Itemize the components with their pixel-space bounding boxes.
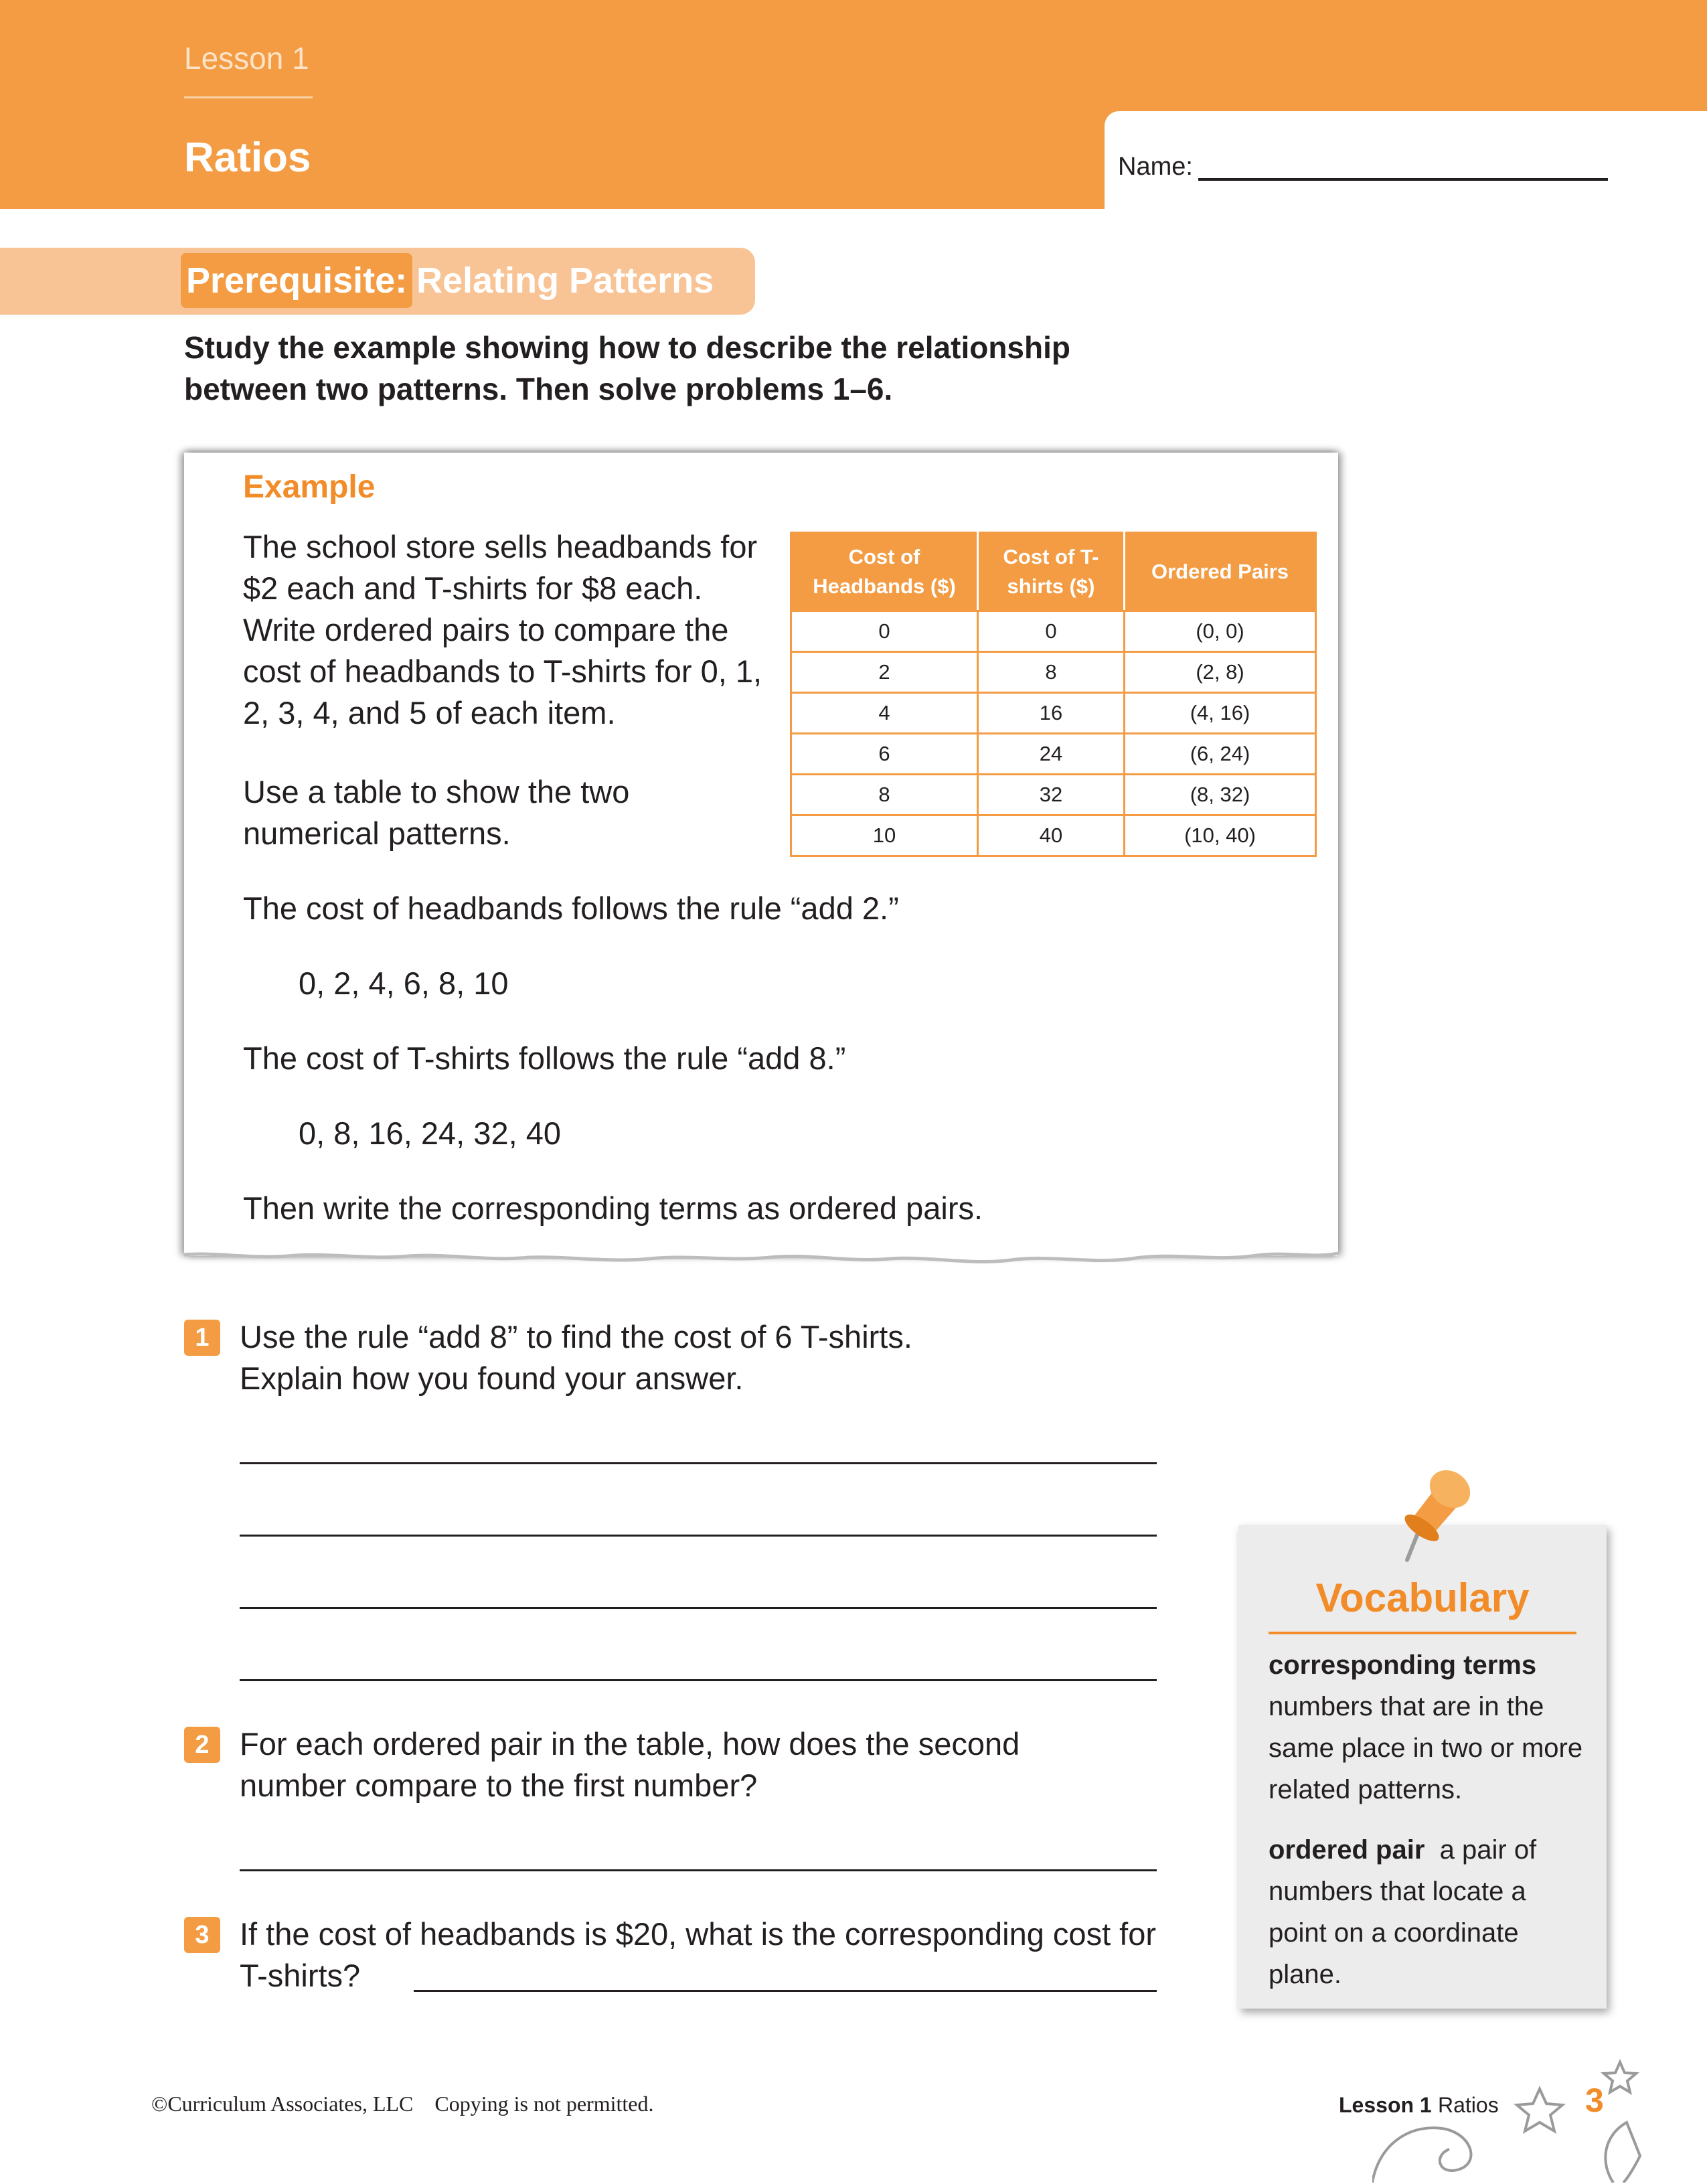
problem-2-answer-line[interactable]: [240, 1869, 1157, 1871]
name-answer-line[interactable]: [1198, 178, 1608, 181]
ordered-pairs-table: [790, 532, 1317, 857]
example-problem-text: The school store sells headbands for $2 each and T-shirts for $8 each. Write ordered pairs to compare the cost of headbands to T-shirts for 0, 1, 2, 3, 4, and 5 of each item.: [243, 529, 762, 730]
copyright-notice: ©Curriculum Associates, LLC Copying is not permitted.: [151, 2092, 654, 2116]
table-row: [791, 815, 1316, 856]
table-cell: (4, 16): [1125, 693, 1316, 734]
tshirts-sequence: 0, 8, 16, 24, 32, 40: [299, 1115, 561, 1151]
tshirts-rule: The cost of T-shirts follows the rule “add 8.”: [243, 1040, 846, 1076]
vocabulary-term: ordered pair: [1269, 1835, 1425, 1865]
headbands-sequence: 0, 2, 4, 6, 8, 10: [299, 965, 509, 1001]
footer-lesson: Lesson 1: [1339, 2093, 1432, 2117]
pushpin-icon: [1391, 1465, 1478, 1565]
lesson-label: Lesson 1: [184, 41, 309, 76]
table-cell: 0: [978, 611, 1125, 652]
example-table-instruction: Use a table to show the two numerical patterns.: [243, 774, 630, 851]
table-cell: (6, 24): [1125, 734, 1316, 775]
instructions: Study the example showing how to describe the relationship between two patterns. Then solve problems 1–6.: [184, 330, 1070, 406]
problem-1-answer-line[interactable]: [240, 1462, 1157, 1464]
table-cell: 8: [791, 775, 978, 815]
problem-3-number: 3: [184, 1917, 220, 1953]
table-cell: (10, 40): [1125, 815, 1316, 856]
column-header-headbands: Cost of Headbands ($): [791, 533, 978, 611]
lesson-label-underline: [184, 96, 313, 98]
vocabulary-entry: [1269, 1829, 1583, 1995]
problem-1-answer-line[interactable]: [240, 1607, 1157, 1609]
page-title: Ratios: [184, 135, 311, 181]
name-field-area: [1105, 111, 1707, 209]
table-row: [791, 775, 1316, 815]
table-row: [791, 734, 1316, 775]
problem-2-number: 2: [184, 1727, 220, 1763]
torn-paper-edge: [181, 1239, 1342, 1272]
problem-1-number: 1: [184, 1320, 220, 1356]
headbands-rule: The cost of headbands follows the rule “add 2.”: [243, 890, 899, 926]
vocabulary-entry: [1269, 1644, 1583, 1810]
problem-3-answer-line[interactable]: [414, 1990, 1157, 1992]
table-row: [791, 652, 1316, 693]
table-cell: (0, 0): [1125, 611, 1316, 652]
doodle-decoration-icon: [1372, 2049, 1653, 2183]
table-cell: 4: [791, 693, 978, 734]
problem-3-text: If the cost of headbands is $20, what is the corresponding cost for T-shirts?: [240, 1916, 1157, 1993]
table-cell: 16: [978, 693, 1125, 734]
table-cell: 0: [791, 611, 978, 652]
name-label: Name:: [1118, 153, 1193, 181]
vocabulary-definition: numbers that are in the same place in two or more related patterns.: [1269, 1692, 1583, 1804]
column-header-tshirts: Cost of T-shirts ($): [978, 533, 1125, 611]
table-cell: 40: [978, 815, 1125, 856]
table-cell: 2: [791, 652, 978, 693]
table-row: [791, 693, 1316, 734]
problem-1-answer-line[interactable]: [240, 1679, 1157, 1681]
table-cell: (2, 8): [1125, 652, 1316, 693]
prerequisite-tag: Prerequisite:: [181, 253, 412, 308]
table-row: [791, 611, 1316, 652]
problem-1-answer-line[interactable]: [240, 1535, 1157, 1537]
table-header-row: [791, 533, 1316, 611]
table-cell: (8, 32): [1125, 775, 1316, 815]
table-cell: 6: [791, 734, 978, 775]
problem-1-text: Use the rule “add 8” to find the cost of 6 T-shirts. Explain how you found your answer.: [240, 1319, 912, 1396]
page-number: 3: [1585, 2082, 1604, 2119]
table-cell: 32: [978, 775, 1125, 815]
vocabulary-title-underline: [1269, 1632, 1576, 1634]
table-cell: 8: [978, 652, 1125, 693]
vocabulary-definition: a pair of numbers that locate a point on a coordinate plane.: [1269, 1835, 1537, 1989]
problem-2-text: For each ordered pair in the table, how does the second number compare to the first number?: [240, 1726, 1020, 1803]
vocabulary-title: Vocabulary: [1315, 1575, 1530, 1620]
vocabulary-term: corresponding terms: [1269, 1650, 1537, 1680]
example-heading: Example: [243, 469, 376, 505]
table-cell: 10: [791, 815, 978, 856]
example-closing: Then write the corresponding terms as ordered pairs.: [243, 1190, 983, 1226]
column-header-ordered-pairs: Ordered Pairs: [1125, 533, 1316, 611]
table-cell: 24: [978, 734, 1125, 775]
footer-lesson-title: Ratios: [1438, 2093, 1499, 2117]
prerequisite-title: Relating Patterns: [416, 260, 714, 301]
